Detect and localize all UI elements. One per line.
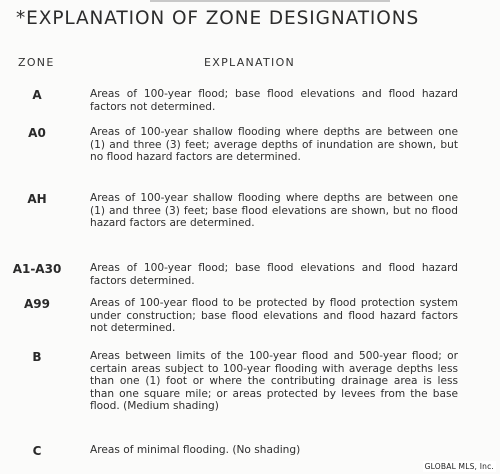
zone-code: A99 — [24, 297, 50, 311]
zone-explanation: Areas of 100-year shallow flooding where depths are between one (1) and three (3) feet; base flood elevations are shown, but no flood hazard factors are determined. — [90, 192, 458, 230]
zone-column-header: ZONE — [18, 56, 55, 69]
page-title: *EXPLANATION OF ZONE DESIGNATIONS — [16, 8, 420, 29]
zone-explanation: Areas of 100-year flood to be protected by flood protection system under construction; base flood elevations and flood hazard factors not determined. — [90, 297, 458, 335]
zone-code: A0 — [28, 126, 46, 140]
zone-code: B — [32, 350, 42, 364]
zone-code: AH — [27, 192, 47, 206]
zone-explanation: Areas of 100-year flood; base flood elevations and flood hazard factors not determined. — [90, 88, 458, 113]
zone-explanation: Areas of minimal flooding. (No shading) — [90, 444, 301, 456]
zone-explanation: Areas of 100-year flood; base flood elevations and flood hazard factors determined. — [90, 262, 458, 287]
top-divider — [150, 0, 390, 2]
zone-code: C — [32, 444, 42, 458]
explanation-column-header: EXPLANATION — [204, 56, 296, 69]
zone-code: A1-A30 — [12, 262, 62, 276]
zone-explanation: Areas of 100-year shallow flooding where depths are between one (1) and three (3) feet; average depths of inundation are shown, but no flood hazard factors are determined. — [90, 126, 458, 164]
zone-code: A — [32, 88, 42, 102]
zone-explanation: Areas between limits of the 100-year flood and 500-year flood; or certain areas subject to 100-year flooding with average depths less than one (1) foot or where the contributing drainage area is less than one square mile; or areas protected by levees from the base flood. (Medium shading) — [90, 350, 458, 413]
watermark: GLOBAL MLS, Inc. — [424, 462, 494, 471]
